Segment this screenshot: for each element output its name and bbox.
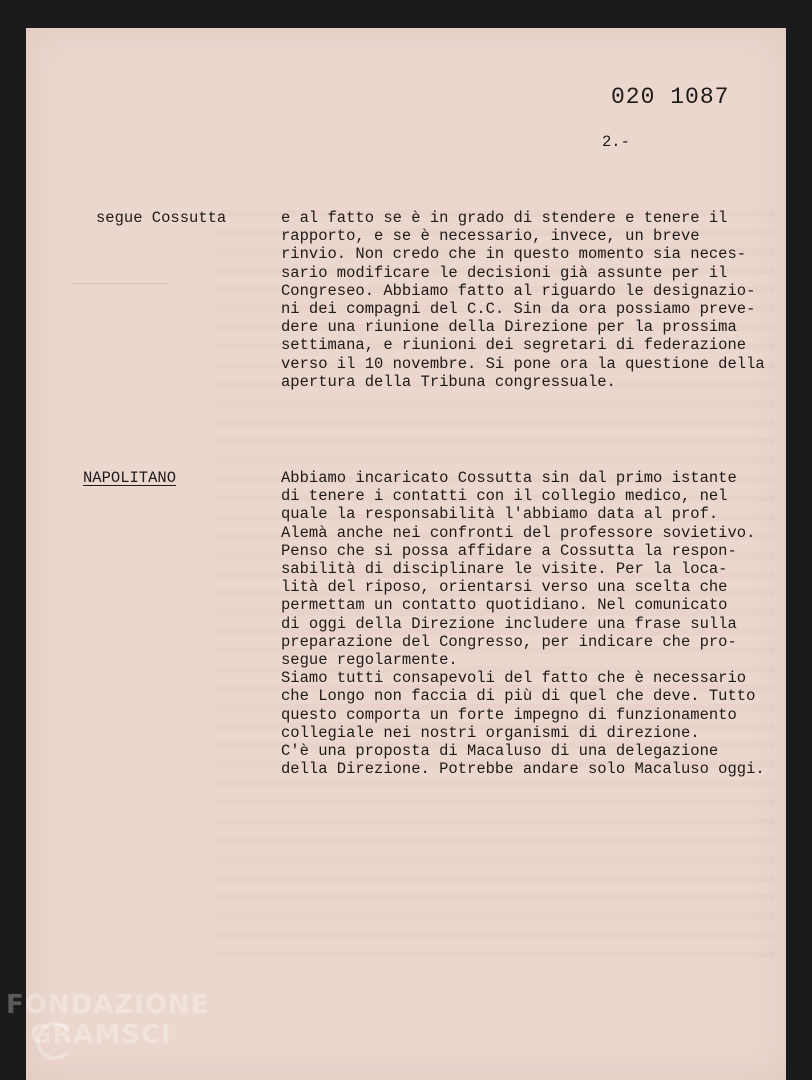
text-line: rapporto, e se è necessario, invece, un breve (281, 227, 700, 246)
text-line: verso il 10 novembre. Si pone ora la questione della (281, 354, 765, 373)
text-line: questo comporta un forte impegno di funzionamento (281, 705, 737, 724)
text-line: che Longo non faccia di più di quel che deve. Tutto (281, 687, 756, 706)
text-line: e al fatto se è in grado di stendere e tenere il (281, 209, 728, 227)
text-line: sario modificare le decisioni già assunte per il (281, 263, 728, 282)
text-line: sabilità di disciplinare le visite. Per la loca- (281, 560, 728, 579)
text-line: segue regolarmente. (281, 651, 458, 670)
text-line: Penso che si possa affidare a Cossutta la respon- (281, 541, 737, 560)
text-line: permettam un contatto quotidiano. Nel comunicato (281, 596, 728, 615)
text-line: preparazione del Congresso, per indicare che pro- (281, 632, 737, 651)
document-number: 020 1087 (611, 84, 730, 110)
watermark-logo-icon (36, 1022, 74, 1060)
speaker-label: segue Cossutta (96, 209, 227, 227)
text-line: ni dei compagni del C.C. Sin da ora possiamo preve- (281, 300, 756, 319)
text-line: rinvio. Non credo che in questo momento sia neces- (281, 245, 747, 264)
page-number: 2.- (602, 133, 630, 151)
text-line: Abbiamo incaricato Cossutta sin dal primo istante (281, 469, 737, 487)
speech-paragraph (281, 469, 781, 778)
text-line: della Direzione. Potrebbe andare solo Macaluso oggi. (281, 760, 765, 779)
text-line: di oggi della Direzione includere una frase sulla (281, 614, 737, 633)
watermark-line: FONDAZIONE (6, 990, 210, 1020)
speech-paragraph (281, 209, 781, 391)
text-line: quale la responsabilità l'abbiamo data al prof. (281, 505, 719, 524)
text-line: Siamo tutti consapevoli del fatto che è necessario (281, 669, 747, 688)
text-line: collegiale nei nostri organismi di direzione. (281, 723, 700, 742)
show-through-underline (72, 283, 168, 284)
speaker-label: NAPOLITANO (83, 469, 177, 487)
text-line: Congreseo. Abbiamo fatto al riguardo le designazio- (281, 281, 756, 300)
text-line: Alemà anche nei confronti del professore sovietivo. (281, 523, 756, 542)
text-line: settimana, e riunioni dei segretari di federazione (281, 336, 747, 355)
archive-watermark (6, 990, 209, 1050)
text-line: dere una riunione della Direzione per la prossima (281, 318, 737, 337)
text-line: lità del riposo, orientarsi verso una scelta che (281, 578, 728, 597)
text-line: apertura della Tribuna congressuale. (281, 372, 616, 391)
text-line: di tenere i contatti con il collegio medico, nel (281, 487, 728, 506)
text-line: C'è una proposta di Macaluso di una delegazione (281, 742, 719, 761)
watermark-line: GRAMSCI (30, 1020, 172, 1050)
